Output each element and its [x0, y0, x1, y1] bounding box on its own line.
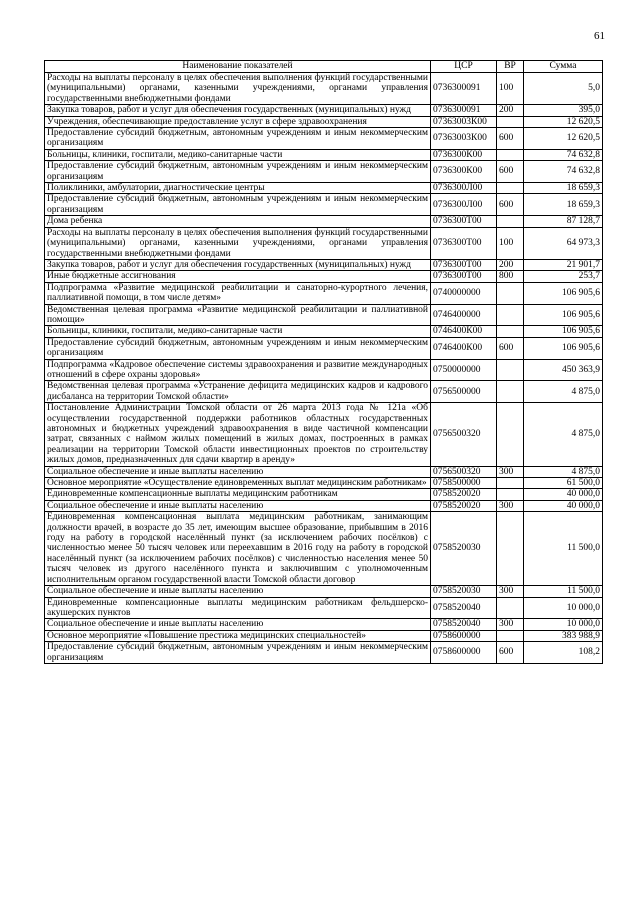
row-csr: 0736300Л00 [431, 183, 497, 194]
row-name: Иные бюджетные ассигнования [45, 271, 431, 282]
row-name: Расходы на выплаты персоналу в целях обеспечения выполнения функций государственными (муниципальными) органами, казенными учреждениями, органами управления государственными внебюджетными фондами [45, 73, 431, 105]
row-sum: 11 500,0 [524, 586, 603, 597]
budget-table [44, 60, 603, 664]
table-row [45, 630, 603, 641]
row-sum: 18 659,3 [524, 194, 603, 216]
row-name: Больницы, клиники, госпитали, медико-санитарные части [45, 149, 431, 160]
table-row [45, 227, 603, 259]
table-row [45, 597, 603, 619]
row-csr: 0758520020 [431, 489, 497, 500]
row-name: Социальное обеспечение и иные выплаты населению [45, 586, 431, 597]
row-vr [497, 149, 524, 160]
row-sum: 74 632,8 [524, 161, 603, 183]
row-csr: 07363003К00 [431, 128, 497, 150]
row-vr: 100 [497, 227, 524, 259]
row-vr: 300 [497, 466, 524, 477]
row-sum: 61 500,0 [524, 478, 603, 489]
row-vr [497, 478, 524, 489]
header-sum: Сумма [524, 61, 603, 73]
table-row [45, 259, 603, 270]
row-vr: 600 [497, 194, 524, 216]
row-vr: 300 [497, 500, 524, 511]
row-vr [497, 381, 524, 403]
row-name: Ведомственная целевая программа «Устранение дефицита медицинских кадров и кадрового дисбаланса на территории Томской области» [45, 381, 431, 403]
row-name: Предоставление субсидий бюджетным, автономным учреждениям и иным некоммерческим организациям [45, 642, 431, 664]
row-name: Предоставление субсидий бюджетным, автономным учреждениям и иным некоммерческим организациям [45, 337, 431, 359]
row-sum: 4 875,0 [524, 381, 603, 403]
row-name: Предоставление субсидий бюджетным, автономным учреждениям и иным некоммерческим организациям [45, 128, 431, 150]
row-sum: 40 000,0 [524, 500, 603, 511]
row-vr [497, 403, 524, 466]
row-name: Единовременные компенсационные выплаты медицинским работникам [45, 489, 431, 500]
row-name: Закупка товаров, работ и услуг для обеспечения государственных (муниципальных) нужд [45, 105, 431, 116]
table-row [45, 478, 603, 489]
page-number: 61 [594, 30, 605, 42]
row-sum: 106 905,6 [524, 304, 603, 326]
table-row [45, 359, 603, 381]
table-row [45, 271, 603, 282]
row-name: Ведомственная целевая программа «Развитие медицинской реабилитации и паллиативной помощи» [45, 304, 431, 326]
row-name: Социальное обеспечение и иные выплаты населению [45, 619, 431, 630]
row-name: Подпрограмма «Развитие медицинской реабилитации и санаторно-курортного лечения, паллиативной помощи, в том числе детям» [45, 282, 431, 304]
row-sum: 64 973,3 [524, 227, 603, 259]
row-csr: 0756500320 [431, 466, 497, 477]
table-row [45, 73, 603, 105]
row-name: Больницы, клиники, госпитали, медико-санитарные части [45, 326, 431, 337]
row-csr: 0758520040 [431, 619, 497, 630]
row-sum: 395,0 [524, 105, 603, 116]
row-vr: 600 [497, 642, 524, 664]
row-sum: 383 988,9 [524, 630, 603, 641]
row-csr: 0736300Т00 [431, 227, 497, 259]
table-body [45, 73, 603, 664]
row-sum: 450 363,9 [524, 359, 603, 381]
table-row [45, 105, 603, 116]
row-sum: 253,7 [524, 271, 603, 282]
row-vr [497, 183, 524, 194]
table-row [45, 642, 603, 664]
table-row [45, 466, 603, 477]
row-name: Подпрограмма «Кадровое обеспечение системы здравоохранения и развитие международных отношений в сфере охраны здоровья» [45, 359, 431, 381]
table-row [45, 489, 603, 500]
table-row [45, 161, 603, 183]
table-row [45, 282, 603, 304]
row-name: Постановление Администрации Томской области от 26 марта 2013 года № 121а «Об осуществлении государственной поддержки работников областных государственных автономных и бюджетных учреждений здравоохранения в виде частичной компенсации затрат, связанных с наймом жилых помещений в жилых домах, построенных в рамках реализации на территории Томской области инвестиционных проектов по строительству жилых домов, предназначенных для сдачи квартир в аренду» [45, 403, 431, 466]
row-vr: 600 [497, 161, 524, 183]
row-name: Учреждения, обеспечивающие предоставление услуг в сфере здравоохранения [45, 116, 431, 127]
row-name: Социальное обеспечение и иные выплаты населению [45, 500, 431, 511]
row-csr: 0746400000 [431, 304, 497, 326]
row-vr [497, 326, 524, 337]
row-sum: 106 905,6 [524, 337, 603, 359]
row-csr: 0736300Л00 [431, 194, 497, 216]
row-sum: 12 620,5 [524, 128, 603, 150]
row-csr: 0736300091 [431, 73, 497, 105]
row-vr [497, 216, 524, 227]
row-csr: 0736300К00 [431, 161, 497, 183]
row-csr: 0756500320 [431, 403, 497, 466]
row-vr: 800 [497, 271, 524, 282]
row-vr: 200 [497, 259, 524, 270]
row-csr: 0756500000 [431, 381, 497, 403]
table-row [45, 116, 603, 127]
row-vr: 600 [497, 337, 524, 359]
row-sum: 106 905,6 [524, 282, 603, 304]
row-vr [497, 630, 524, 641]
row-sum: 12 620,5 [524, 116, 603, 127]
row-sum: 74 632,8 [524, 149, 603, 160]
row-csr: 0740000000 [431, 282, 497, 304]
row-name: Предоставление субсидий бюджетным, автономным учреждениям и иным некоммерческим организациям [45, 194, 431, 216]
row-csr: 0758600000 [431, 642, 497, 664]
row-vr [497, 304, 524, 326]
row-csr: 0736300Т00 [431, 271, 497, 282]
row-name: Социальное обеспечение и иные выплаты населению [45, 466, 431, 477]
table-row [45, 403, 603, 466]
row-csr: 0758520030 [431, 512, 497, 586]
row-vr [497, 116, 524, 127]
row-sum: 10 000,0 [524, 597, 603, 619]
row-csr: 0736300091 [431, 105, 497, 116]
row-vr: 300 [497, 586, 524, 597]
row-sum: 10 000,0 [524, 619, 603, 630]
row-csr: 0758600000 [431, 630, 497, 641]
row-csr: 07363003К00 [431, 116, 497, 127]
table-row [45, 194, 603, 216]
header-name: Наименование показателей [45, 61, 431, 73]
row-name: Предоставление субсидий бюджетным, автономным учреждениям и иным некоммерческим организациям [45, 161, 431, 183]
row-csr: 0746400К00 [431, 337, 497, 359]
row-name: Дома ребенка [45, 216, 431, 227]
table-row [45, 183, 603, 194]
row-csr: 0736300Т00 [431, 216, 497, 227]
row-sum: 5,0 [524, 73, 603, 105]
row-name: Единовременная компенсационная выплата медицинским работникам, занимающим должности врачей, в возрасте до 35 лет, имеющим высшее образование, прибывшим в 2016 году на работу в городской населённый пункт (за исключением рабочих посёлков) с численностью менее 50 тысяч человек или переехавшим в 2016 году на работу в городской населённый пункт (за исключением рабочих посёлков) с численностью населения менее 50 тысяч человек из другого населённого пункта и заключившим с уполномоченным исполнительным органом государственной власти Томской области договор [45, 512, 431, 586]
row-csr: 0736300К00 [431, 149, 497, 160]
table-row [45, 337, 603, 359]
row-sum: 4 875,0 [524, 403, 603, 466]
row-vr [497, 597, 524, 619]
row-vr: 100 [497, 73, 524, 105]
table-row [45, 149, 603, 160]
table-row [45, 381, 603, 403]
table-header-row [45, 61, 603, 73]
row-name: Закупка товаров, работ и услуг для обеспечения государственных (муниципальных) нужд [45, 259, 431, 270]
row-csr: 0758520040 [431, 597, 497, 619]
row-vr [497, 512, 524, 586]
table-row [45, 128, 603, 150]
row-name: Поликлиники, амбулатории, диагностические центры [45, 183, 431, 194]
row-csr: 0746400К00 [431, 326, 497, 337]
row-sum: 11 500,0 [524, 512, 603, 586]
header-vr: ВР [497, 61, 524, 73]
table-row [45, 512, 603, 586]
table-row [45, 304, 603, 326]
row-csr: 0736300Т00 [431, 259, 497, 270]
table-row [45, 326, 603, 337]
table-row [45, 619, 603, 630]
row-name: Основное мероприятие «Осуществление единовременных выплат медицинским работникам» [45, 478, 431, 489]
row-csr: 0750000000 [431, 359, 497, 381]
row-vr [497, 282, 524, 304]
row-sum: 40 000,0 [524, 489, 603, 500]
table-row [45, 500, 603, 511]
row-csr: 0758520030 [431, 586, 497, 597]
row-name: Основное мероприятие «Повышение престижа медицинских специальностей» [45, 630, 431, 641]
row-csr: 0758500000 [431, 478, 497, 489]
header-csr: ЦСР [431, 61, 497, 73]
row-vr: 600 [497, 128, 524, 150]
row-vr [497, 489, 524, 500]
row-vr [497, 359, 524, 381]
row-sum: 108,2 [524, 642, 603, 664]
row-name: Единовременные компенсационные выплаты медицинским работникам фельдшерско-акушерских пунктов [45, 597, 431, 619]
row-name: Расходы на выплаты персоналу в целях обеспечения выполнения функций государственными (муниципальными) органами, казенными учреждениями, органами управления государственными внебюджетными фондами [45, 227, 431, 259]
row-sum: 18 659,3 [524, 183, 603, 194]
row-vr: 300 [497, 619, 524, 630]
row-sum: 87 128,7 [524, 216, 603, 227]
table-row [45, 216, 603, 227]
table-row [45, 586, 603, 597]
row-csr: 0758520020 [431, 500, 497, 511]
row-sum: 21 901,7 [524, 259, 603, 270]
row-vr: 200 [497, 105, 524, 116]
row-sum: 106 905,6 [524, 326, 603, 337]
row-sum: 4 875,0 [524, 466, 603, 477]
